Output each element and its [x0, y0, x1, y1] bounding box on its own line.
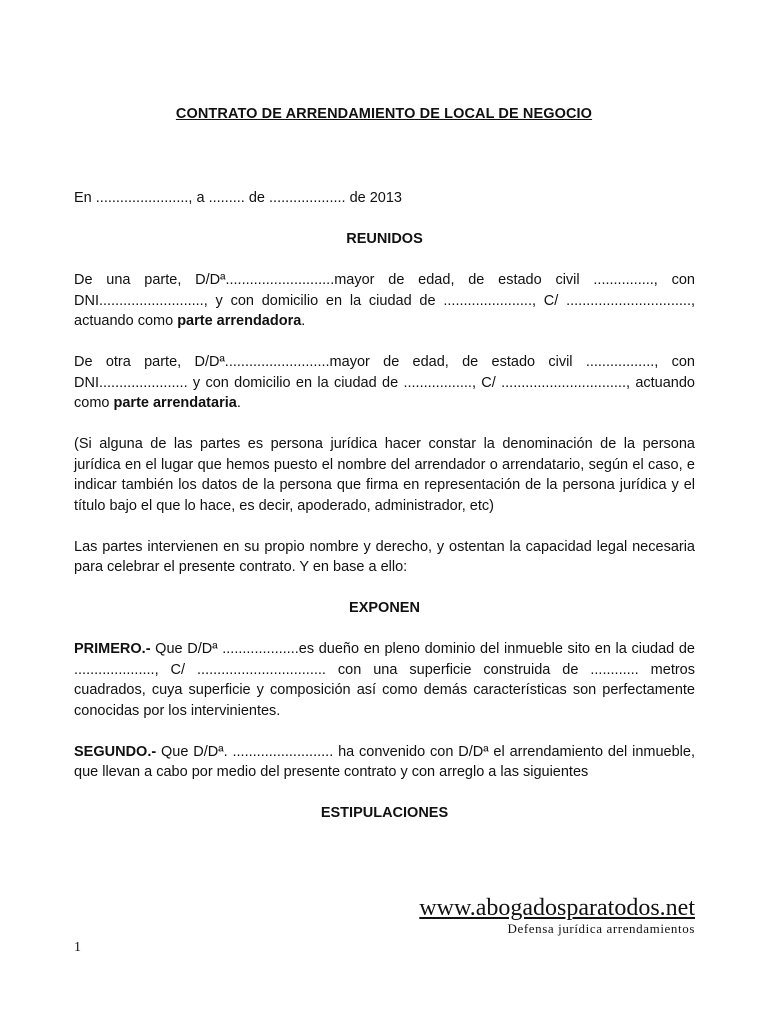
primero-label: PRIMERO.- [74, 641, 151, 657]
paragraph-arrendatario [74, 352, 695, 414]
date-line: En ......................., a ......... de ................... de 2013 [74, 190, 402, 206]
footer-website-link[interactable]: www.abogadosparatodos.net [419, 895, 695, 921]
primero-text: Que D/Dª ...................es dueño en pleno dominio del inmueble sito en la ciudad de ...................., C/ ................................ con una superficie construida de ............ metros cuadrados, cuya superficie y composición así como demás características son perfectamente conocidas por los intervinientes. [74, 641, 695, 719]
contract-body [74, 188, 695, 824]
paragraph-primero [74, 639, 695, 721]
segundo-label: SEGUNDO.- [74, 743, 157, 760]
footer-subtitle: Defensa jurídica arrendamientos [507, 921, 695, 936]
arrendador-end: . [301, 313, 306, 329]
heading-reunidos: REUNIDOS [346, 231, 423, 247]
paragraph-capacidad: Las partes intervienen en su propio nombre y derecho, y ostentan la capacidad legal necesaria para celebrar el presente contrato. Y en base a ello: [74, 538, 695, 575]
arrendador-text: De una parte, D/Dª...........................mayor de edad, de estado civil ..............., con DNI.........................., y con domicilio en la ciudad de ......................, C/ ..............................., actuando como [74, 272, 695, 329]
segundo-text: Que D/Dª. ......................... ha convenido con D/Dª el arrendamiento del inmueble, que llevan a cabo por medio del presente contrato y con arreglo a las siguientes [74, 743, 695, 780]
contract-title: CONTRATO DE ARRENDAMIENTO DE LOCAL DE NEGOCIO [175, 106, 593, 122]
heading-exponen: EXPONEN [349, 600, 420, 616]
arrendador-role: parte arrendadora [177, 313, 302, 329]
arrendatario-text: De otra parte, D/Dª..........................mayor de edad, de estado civil ................., con DNI...................... y con domicilio en la ciudad de ................., C/ ..............................., actuando como [74, 354, 695, 411]
page-number: 1 [74, 940, 81, 955]
heading-estipulaciones: ESTIPULACIONES [320, 805, 449, 821]
paragraph-segundo [74, 742, 695, 783]
paragraph-arrendador [74, 270, 695, 332]
arrendatario-role: parte arrendataria [113, 395, 237, 411]
arrendatario-end: . [236, 395, 241, 411]
paragraph-note: (Si alguna de las partes es persona jurídica hacer constar la denominación de la persona jurídica en el lugar que hemos puesto el nombre del arrendador o arrendatario, según el caso, e indicar también los datos de la persona que firma en representación de la persona jurídica y el título bajo el que lo hace, es decir, apoderado, administrador, etc) [74, 436, 695, 514]
